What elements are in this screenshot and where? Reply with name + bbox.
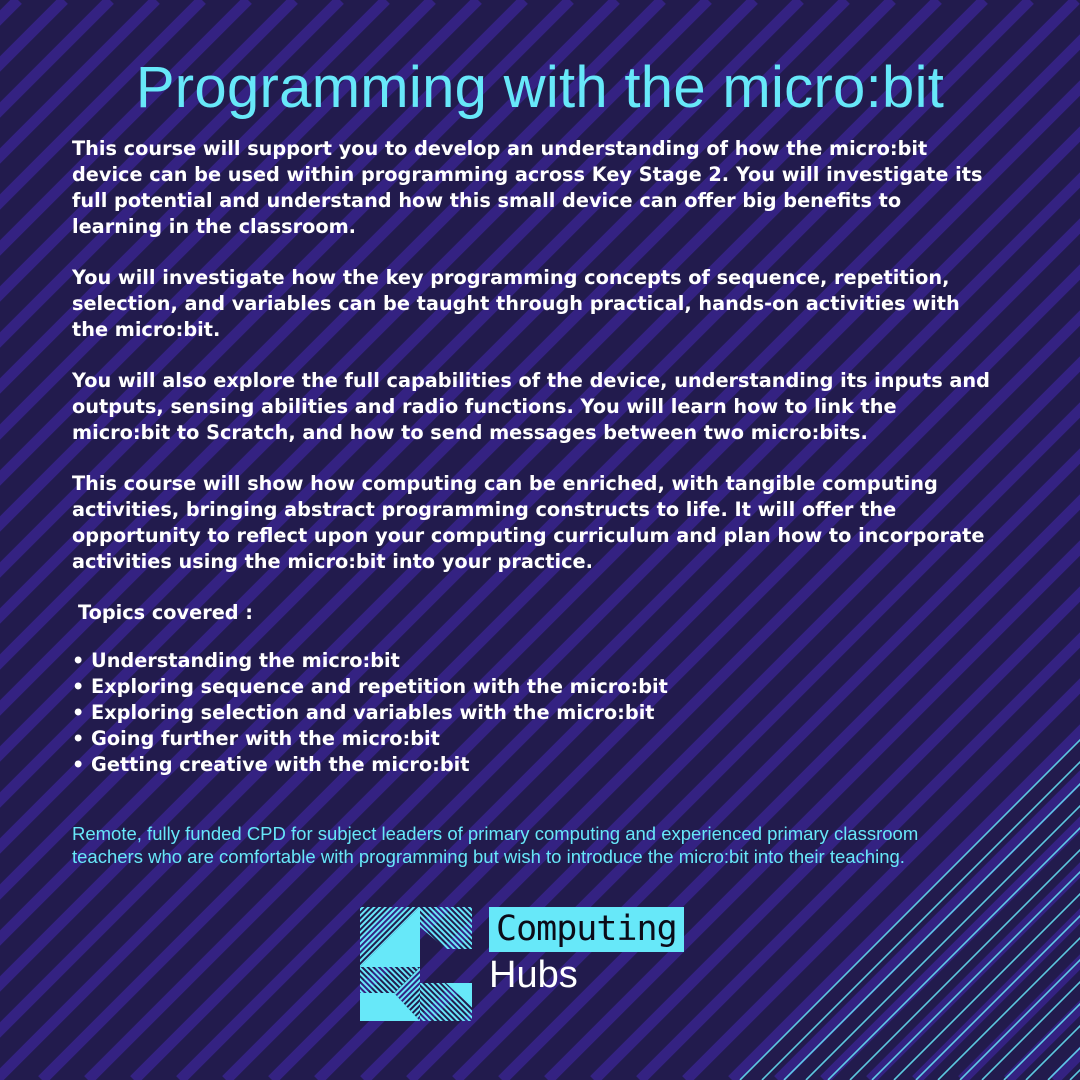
page-title: Programming with the micro:bit [135,55,945,120]
topics-list [72,648,992,778]
description-paragraph: This course will show how computing can be enriched, with tangible computing activities, bringing abstract programming constructs to life. It will offer the opportunity to reflect upon your computing curriculum and plan how to incorporate activities using the micro:bit into your practice. [72,472,985,573]
course-description [72,136,992,778]
audience-note: Remote, fully funded CPD for subject leaders of primary computing and experienced primary classroom teachers who are comfortable with programming but wish to introduce the micro:bit into their teaching. [72,823,919,867]
logo-wordmark-hubs: Hubs [489,954,578,996]
computing-hubs-logo [358,905,723,1025]
description-paragraph: You will also explore the full capabilities of the device, understanding its inputs and outputs, sensing abilities and radio functions. You will learn how to link the micro:bit to Scratch, and how to send messages between two micro:bits. [72,369,990,444]
logo-wordmark-computing: Computing [489,907,684,952]
topics-heading: Topics covered : [78,601,253,624]
topic-item: • Understanding the micro:bit [72,649,400,672]
topic-item: • Getting creative with the micro:bit [72,753,470,776]
topic-item: • Exploring selection and variables with the micro:bit [72,701,655,724]
computing-hubs-logo-icon [358,905,476,1023]
description-paragraph: You will investigate how the key programming concepts of sequence, repetition, selection, and variables can be taught through practical, hands-on activities with the micro:bit. [72,266,960,341]
topic-item: • Exploring sequence and repetition with the micro:bit [72,675,668,698]
topic-item: • Going further with the micro:bit [72,727,440,750]
description-paragraph: This course will support you to develop an understanding of how the micro:bit device can be used within programming across Key Stage 2. You will investigate its full potential and understand how this small device can offer big benefits to learning in the classroom. [72,137,983,238]
